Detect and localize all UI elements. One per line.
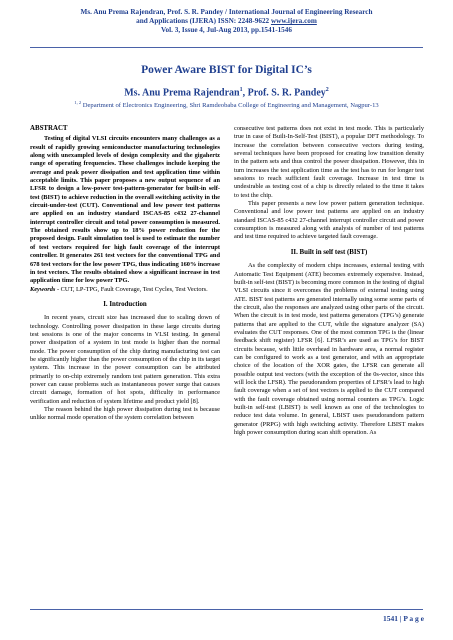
intro-paragraph-2: The reason behind the high power dissipation during test is because unlike normal mode operation of the system correlation between [30, 406, 220, 422]
journal-header-line2 [30, 17, 423, 26]
affiliation-sup: 1, 2 [74, 100, 82, 105]
journal-header [30, 8, 423, 36]
intro-paragraph-1: In recent years, circuit size has increased due to scaling down of technology. Controlling power dissipation in these large circuits during test sessions is one of the major concerns in VLSI testing. In general power dissipation of a system in test mode is higher than the normal mode. The power consumption of the chip during manufacturing test can be significantly higher than the power consumption of the chip in its target system. This increase in the power consumption can be attributed primarily to on-chip extremely random test pattern generation. This extra power can cause problems such as instantaneous power surge that causes circuit damage, formation of hot spots, difficulty in performance verification and reduction of system lifetime and product yield [8]. [30, 314, 220, 405]
author-sup-2: 2 [325, 87, 329, 93]
abstract-heading: ABSTRACT [30, 125, 68, 132]
left-column [30, 125, 220, 423]
keywords-text: - CUT, LP-TPG, Fault Coverage, Test Cycles, Test Vectors. [55, 285, 208, 293]
section-heading-bist: II. Built in self test (BIST) [290, 248, 368, 256]
author-name-1: Ms. Anu Prema Rajendran [124, 87, 240, 99]
author-name-2: Prof. S. R. Pandey [247, 87, 326, 99]
footer-divider [30, 609, 423, 610]
right-column [234, 125, 424, 437]
journal-url-link[interactable]: www.ijera.com [270, 17, 317, 26]
right-paragraph-1: consecutive test patterns does not exist in test mode. This is particularly true in case of Built-In-Self-Test (BIST), a popular DFT methodology. To increase the correlation between consecutive vectors during testing, several techniques have been proposed for creating low transition density in the pattern sets and thus control the power dissipation. However, this in turn increases the test application time as the test has to run for longer test sessions to reach sufficient fault coverage. Increase in test time is undesirable as testing cost of a chip is directly related to the time it takes to test the chip. [234, 125, 424, 199]
header-divider [30, 47, 423, 48]
right-paragraph-2: This paper presents a new low power pattern generation technique. Conventional and low power test patterns are applied on an industry standard ISCAS-85 c432 27-channel interrupt controller circuit and power consumption is measured along with analysis of number of test patterns and test time required to achieve targeted fault coverage. [234, 200, 424, 241]
affiliation [30, 99, 423, 111]
keywords-label: Keywords [30, 285, 56, 293]
journal-issn: and Applications (IJERA) ISSN: 2248-9622 [136, 17, 270, 26]
page-number: 1541 | P a g e [382, 614, 424, 623]
keywords [30, 286, 220, 294]
journal-header-line3: Vol. 3, Issue 4, Jul-Aug 2013, pp.1541-1546 [161, 26, 292, 35]
section-heading-introduction: I. Introduction [103, 300, 147, 308]
bist-paragraph: As the complexity of modern chips increases, external testing with Automatic Test Equipment (ATE) becomes extremely expensive. Instead, built-in self-test (BIST) is becoming more common in the testing of digital VLSI circuits since it overcomes the problems of external testing using ATE. BIST test patterns are generated internally using some some parts of the circuit, also the responses are analyzed using other parts of the circuit. When the circuit is in test mode, test patterns generators (TPG’s) generate patterns that are applied to the CUT, while the signature analyzer (SA) evaluates the CUT responses. One of the most common TPG is the (linear feedback shift register) LFSR [6]. LFSR’s are used as TPG’s for BIST circuits because, with little overhead in hardware area, a normal register can be configured to work as a test generator, and with an appropriate choice of the location of the XOR gates, the LFSR can generate all possible output test vectors (with the exception of the 0s-vector, since this will lock the LFSR). The pseudorandom properties of LFSR’s lead to high fault coverage when a set of test vectors is applied to the CUT compared with the fault coverage obtained using normal counters as TPG’s. Logic built-in self-test (LBIST) is well known as one of the technologies to reduce test data volume. In general, LBIST uses pseudorandom pattern generator (PRPG) with high switching activity. Therefore LBIST makes high power consumption during scan shift operation. As [234, 262, 424, 437]
abstract-text: Testing of digital VLSI circuits encounters many challenges as a result of rapidly growing semiconductor manufacturing technologies along with unexampled levels of design complexity and the gigahertz range of operating frequencies. These challenges include keeping the average and peak power dissipation and test application time within acceptable limits. This paper proposes a new output sequence of an LFSR to design a low-power test-pattern-generator for built-in self-test (BIST) to achieve reduction in the overall switching activity in the circuit-under-test (CUT). Conventional and low power test patterns are applied on an industry standard ISCAS-85 c432 27-channel interrupt controller circuit and total power consumption is measured. The obtained results show up to 18% power reduction for the proposed design. Fault simulation tool is used to estimate the number of test vectors required for high fault coverage of the interrupt controller. It generates 261 test vectors for the conventional TPG and 678 test vectors for the low power TPG, thus indicating 160% increase in test vectors. The results obtained show a significant increase in test application time for low power TPG. [30, 135, 220, 285]
author-separator: , [242, 87, 248, 99]
paper-title: Power Aware BIST for Digital IC’s [141, 64, 312, 76]
author-sup-1: 1 [239, 87, 243, 93]
journal-header-line1: Ms. Anu Prema Rajendran, Prof. S. R. Pandey / International Journal of Engineering Research [80, 8, 373, 16]
affiliation-text: Department of Electronics Engineering, Shri Ramdeobaba College of Engineering and Management, Nagpur-13 [82, 102, 379, 110]
author-line [30, 84, 423, 99]
